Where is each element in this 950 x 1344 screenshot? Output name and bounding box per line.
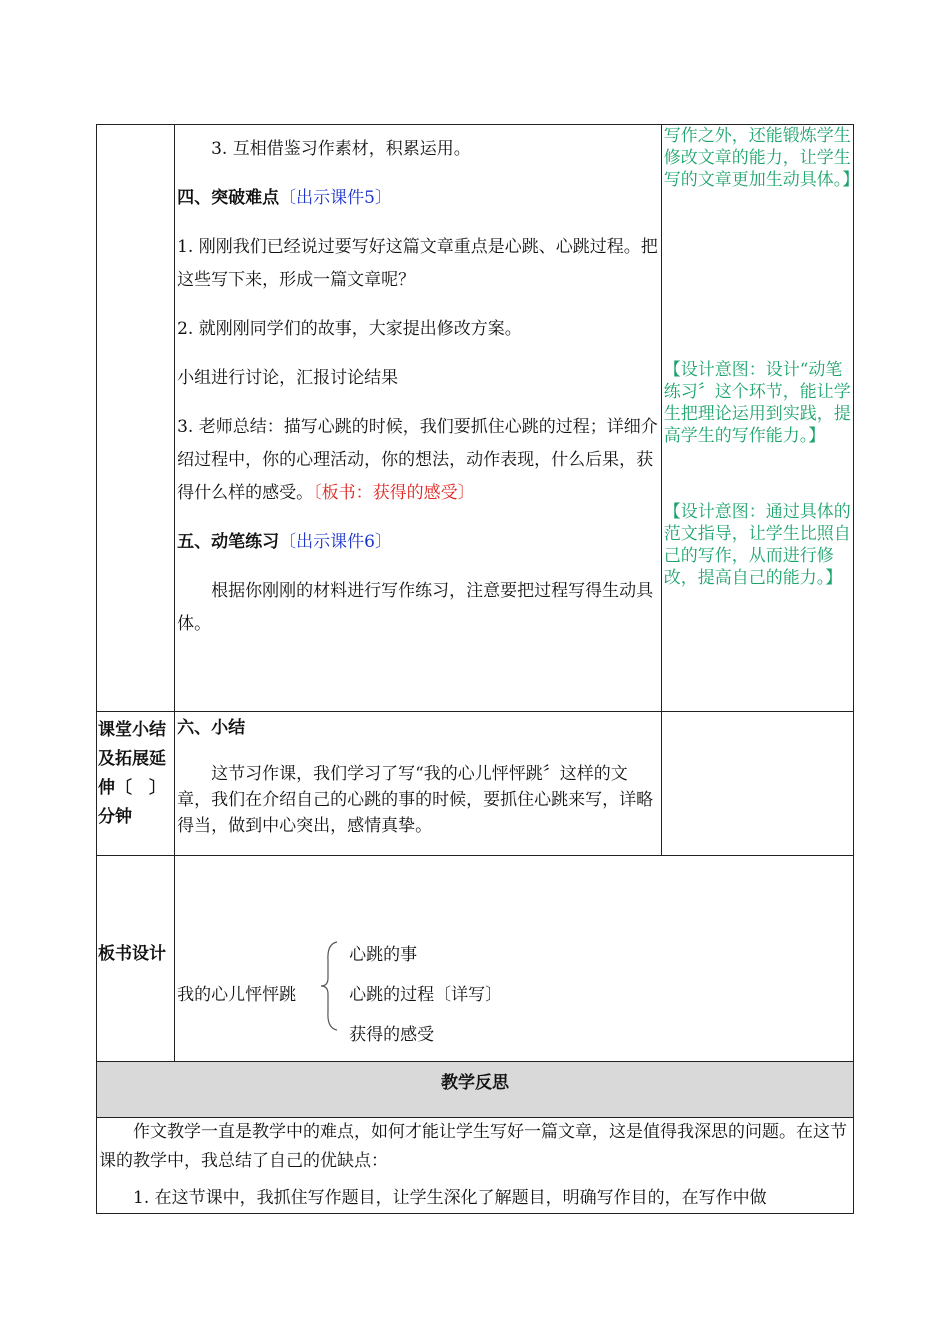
design-note-1: 写作之外，还能锻炼学生修改文章的能力，让学生写的文章更加生动具体。】 (663, 126, 860, 190)
design-note-2: 【设计意图：设计“动笔练习〞这个环节，能让学生把理论运用到实践，提高学生的写作能力。】 (663, 360, 851, 446)
paragraph-5: 根据你刚刚的材料进行写作练习，注意要把过程写得生动具体。 (177, 581, 654, 634)
board-item-1: 心跳的事 (349, 945, 418, 965)
paragraph-4: 3. 老师总结：描写心跳的时候，我们要抓住心跳的过程；详细介绍过程中，你的心理活动，你的想法，动作表现，什么后果，获得什么样的感受。 (177, 417, 658, 503)
board-design-row (97, 856, 854, 1062)
board-design-label: 板书设计 (97, 856, 175, 1062)
summary-text: 这节习作课，我们学习了写“我的心儿怦怦跳〞这样的文章，我们在介绍自己的心跳的事的时候，要抓住心跳来写，详略得当，做到中心突出，感情真挚。 (177, 764, 654, 836)
section-4-title: 四、突破难点 (177, 188, 280, 208)
reflection-paragraph-2: 1. 在这节课中，我抓住写作题目，让学生深化了解题目，明确写作目的，在写作中做 (133, 1188, 767, 1208)
process-content-cell (175, 125, 662, 712)
reflection-paragraph-1: 作文教学一直是教学中的难点，如何才能让学生写好一篇文章，这是值得我深思的问题。在这节课的教学中，我总结了自己的优缺点： (99, 1122, 847, 1171)
reflection-row (97, 1118, 854, 1214)
paragraph-2: 2. 就刚刚同学们的故事，大家提出修改方案。 (177, 319, 522, 339)
board-item-3: 获得的感受 (349, 1025, 435, 1045)
summary-content-cell (175, 712, 662, 856)
process-label-cell (97, 125, 175, 712)
summary-note-cell (661, 712, 853, 856)
board-note: 〔板书：获得的感受〕 (313, 483, 475, 503)
design-note-3: 【设计意图：通过具体的范文指导，让学生比照自己的写作，从而进行修改，提高自己的能力。】 (663, 502, 851, 588)
board-design-cell (175, 856, 854, 1062)
board-item-2: 心跳的过程〔详写〕 (349, 985, 503, 1005)
left-brace-icon (319, 940, 341, 1032)
reflection-title: 教学反思 (441, 1073, 509, 1093)
paragraph-1: 1. 刚刚我们已经说过要写好这篇文章重点是心跳、心跳过程。把这些写下来，形成一篇文章呢？ (177, 237, 658, 290)
section-5-title: 五、动笔练习 (177, 532, 280, 552)
summary-row (97, 712, 854, 856)
item-3: 3. 互相借鉴习作素材，积累运用。 (211, 139, 471, 159)
lesson-plan-table (96, 124, 860, 1214)
board-root-title: 我的心儿怦怦跳 (177, 985, 297, 1005)
design-intent-cell (661, 125, 860, 712)
section-4-courseware-tag: 〔出示课件5〕 (279, 188, 392, 208)
reflection-cell (97, 1118, 854, 1214)
summary-label: 课堂小结及拓展延伸〔 〕分钟 (97, 712, 175, 856)
section-5-courseware-tag: 〔出示课件6〕 (279, 532, 392, 552)
process-row (97, 125, 854, 712)
summary-title: 六、小结 (177, 718, 246, 738)
paragraph-3: 小组进行讨论，汇报讨论结果 (177, 368, 399, 388)
reflection-header-cell (97, 1062, 854, 1118)
reflection-header-row (97, 1062, 854, 1118)
